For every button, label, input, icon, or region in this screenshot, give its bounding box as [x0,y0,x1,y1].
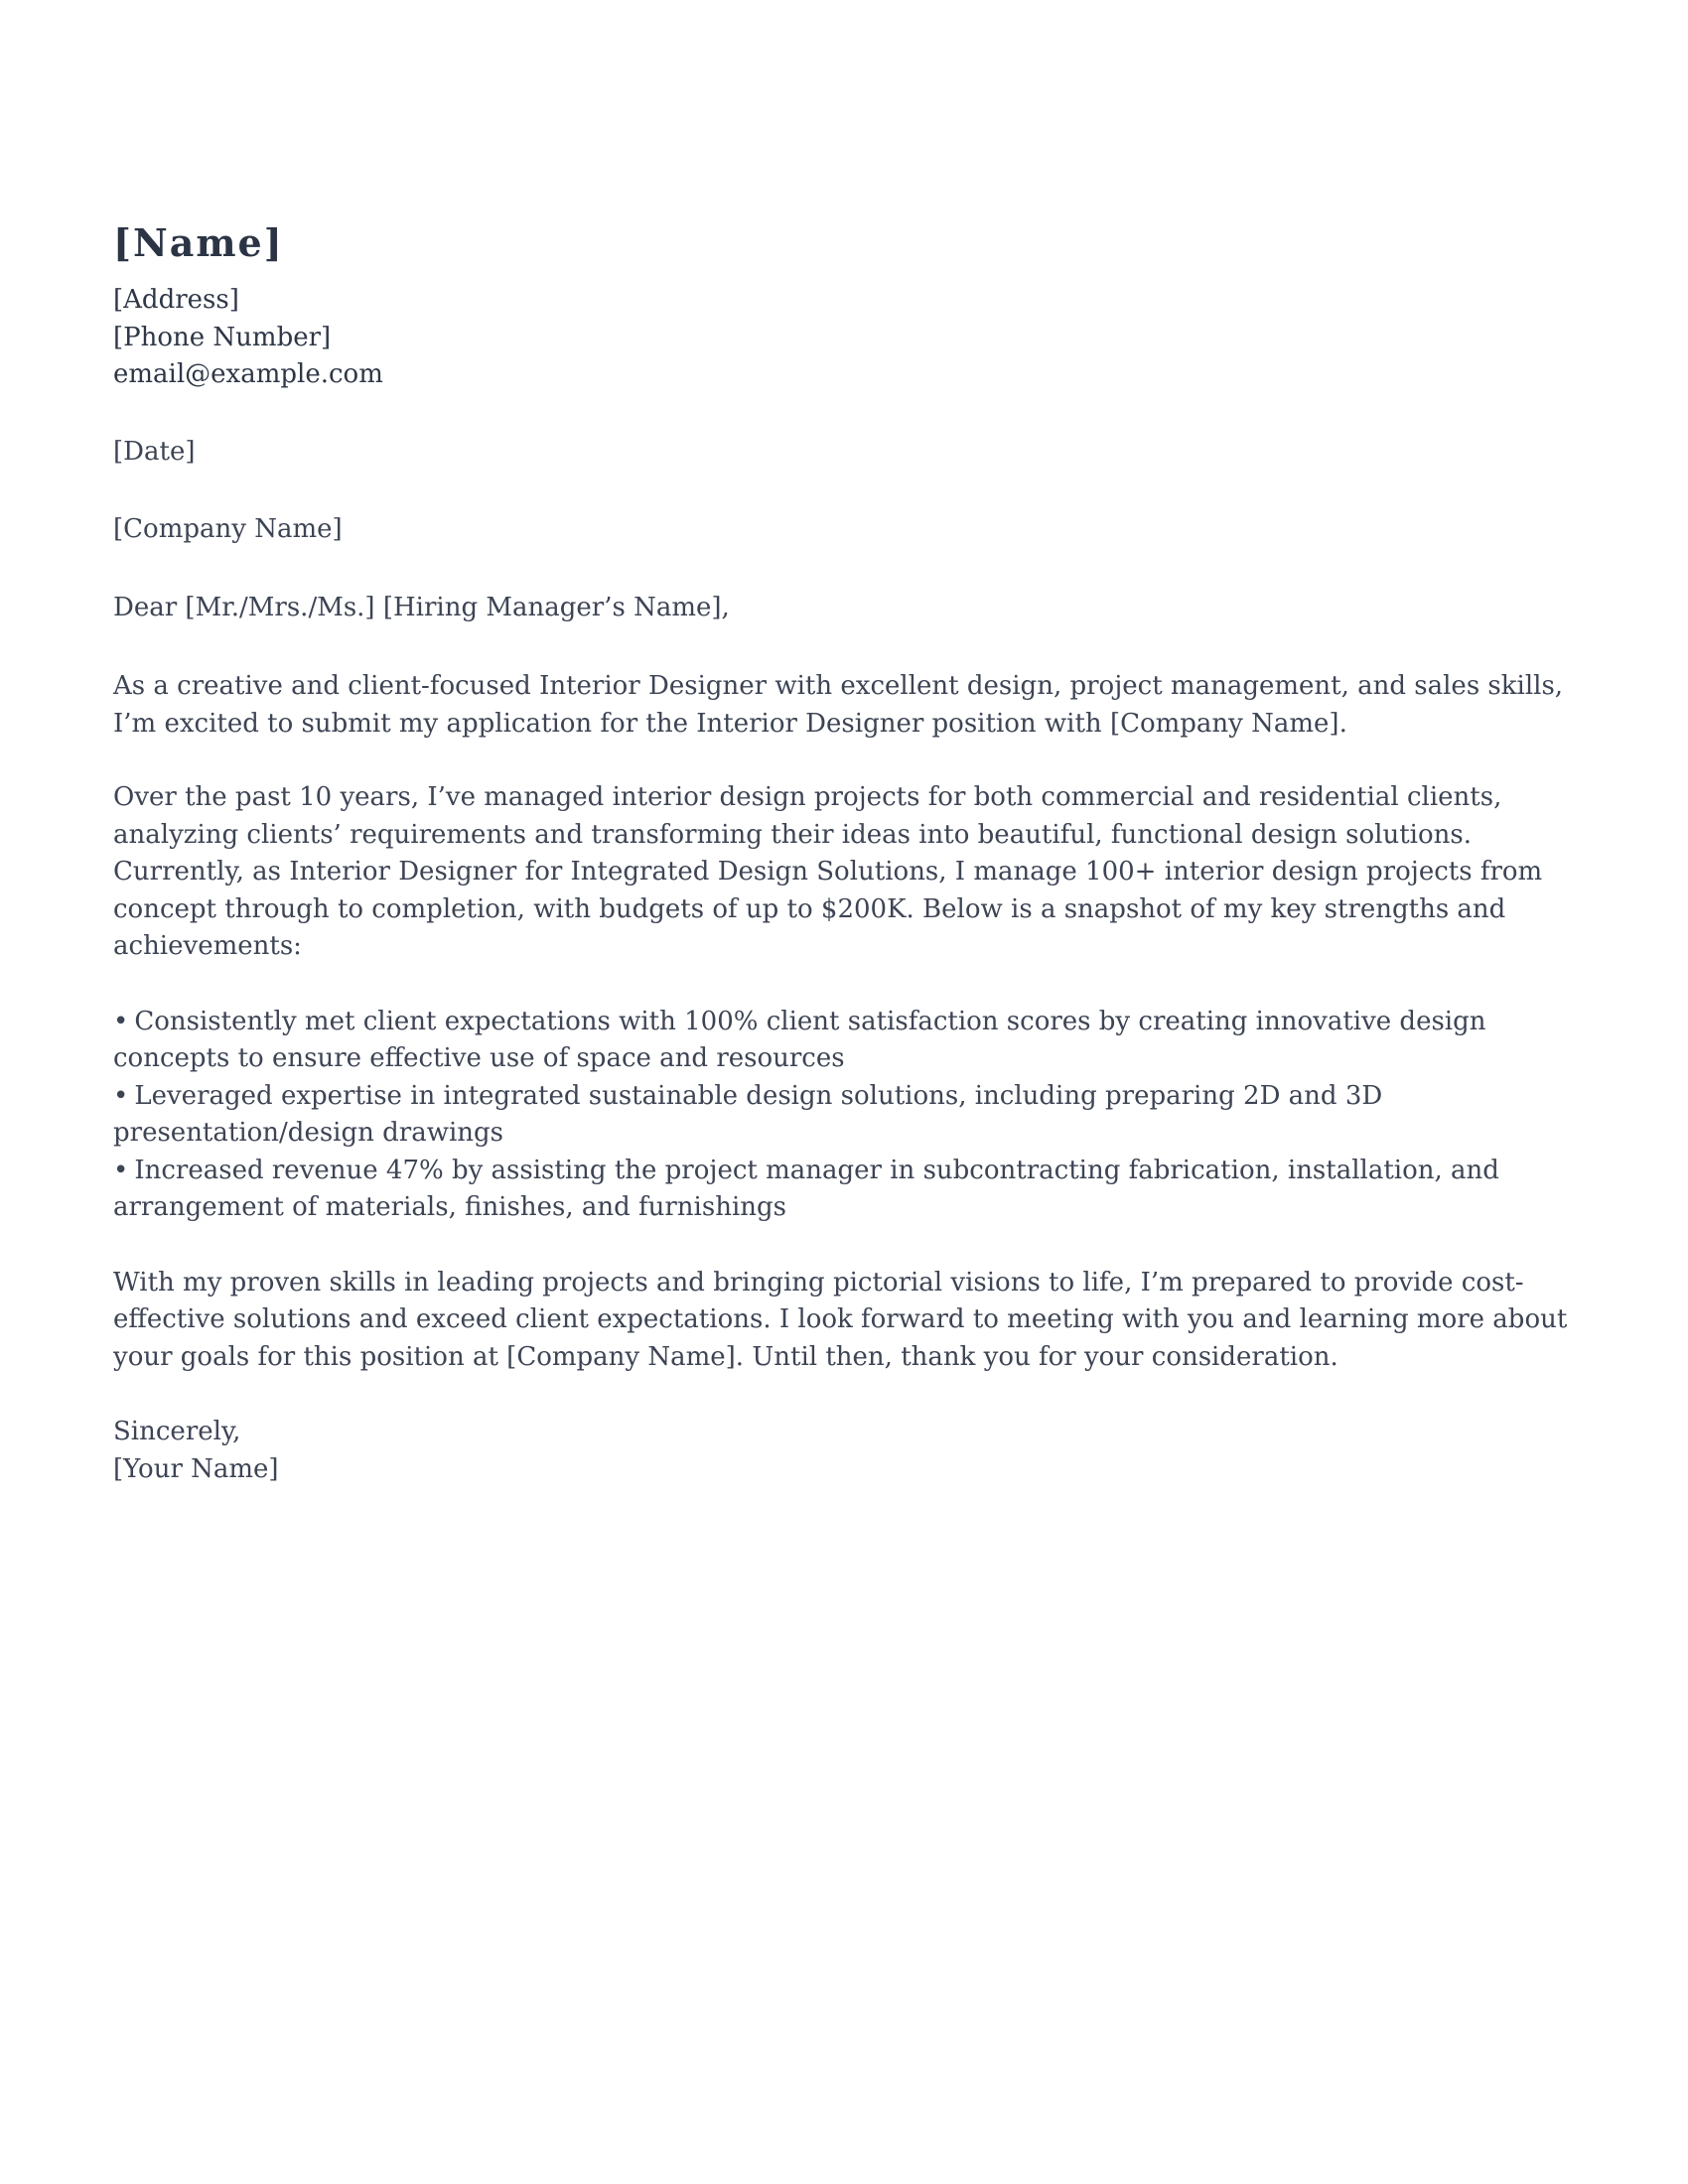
salutation: Dear [Mr./Mrs./Ms.] [Hiring Manager’s Name], [113,592,730,622]
bullet-icon: • [113,1080,129,1111]
company-name: [Company Name] [113,514,343,544]
address: [Address] [113,285,239,315]
phone-number: [Phone Number] [113,322,332,352]
closing-paragraph: With my proven skills in leading projects and bringing pictorial visions to life, I’m prepared to provide cost-effective solutions and exceed client expectations. I look forward to meeting with you and learning more about your goals for this position at [Company Name]. Until then, thank you for your consideration. [113,1267,1568,1372]
list-item [113,1004,1575,1078]
letter-date: [Date] [113,436,196,467]
signature-name: [Your Name] [113,1453,279,1484]
list-item [113,1078,1575,1153]
bullet-icon: • [113,1155,129,1185]
email-address: email@example.com [113,359,383,389]
list-item [113,1153,1575,1227]
list-item-text: Increased revenue 47% by assisting the project manager in subcontracting fabrication, installation, and arrangement of materials, finishes, and furnishings [113,1155,1499,1222]
applicant-name: [Name] [113,220,284,265]
signoff-block [113,1414,1575,1488]
list-item-text: Consistently met client expectations with 100% client satisfaction scores by creating innovative design concepts to ensure effective use of space and resources [113,1006,1486,1073]
bullet-icon: • [113,1006,129,1036]
cover-letter [113,214,1575,1488]
intro-paragraph: As a creative and client-focused Interior Designer with excellent design, project management, and sales skills, I’m excited to submit my application for the Interior Designer position with [Company Name]. [113,671,1564,739]
achievements-list [113,1004,1575,1227]
contact-block [113,282,1575,394]
list-item-text: Leveraged expertise in integrated sustainable design solutions, including preparing 2D and 3D presentation/design drawings [113,1080,1383,1148]
experience-paragraph: Over the past 10 years, I’ve managed interior design projects for both commercial and residential clients, analyzing clients’ requirements and transforming their ideas into beautiful, functional design solutions. Currently, as Interior Designer for Integrated Design Solutions, I manage 100+ interior design projects from concept through to completion, with budgets of up to $200K. Below is a snapshot of my key strengths and achievements: [113,782,1543,961]
signoff: Sincerely, [113,1417,241,1446]
